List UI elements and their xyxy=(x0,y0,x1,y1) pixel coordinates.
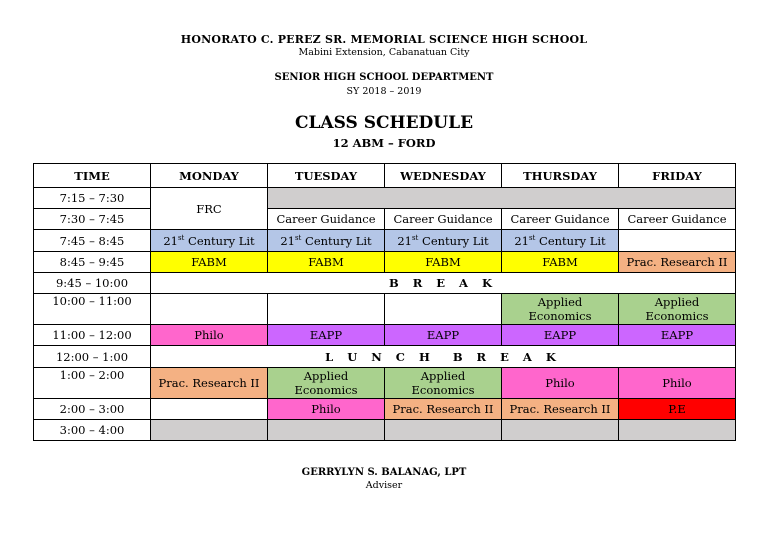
tuesday-applied-economics-cell xyxy=(268,368,385,399)
century-lit-number: 21 xyxy=(280,233,295,248)
wednesday-empty-gray-cell xyxy=(385,420,502,441)
table-row xyxy=(34,325,736,346)
time-cell: 7:30 – 7:45 xyxy=(34,209,151,230)
century-lit-text: Century Lit xyxy=(535,233,606,248)
time-cell: 8:45 – 9:45 xyxy=(34,252,151,273)
section-name: 12 ABM – FORD xyxy=(332,136,436,150)
wednesday-applied-economics-cell xyxy=(385,368,502,399)
table-row xyxy=(34,294,736,325)
table-row xyxy=(34,273,736,294)
century-lit-number: 21 xyxy=(163,233,178,248)
school-name: HONORATO C. PEREZ SR. MEMORIAL SCIENCE HIGH SCHOOL xyxy=(180,33,588,46)
friday-pe-cell: P.E xyxy=(619,399,736,420)
time-cell: 2:00 – 3:00 xyxy=(34,399,151,420)
lunch-break-cell: L U N C H B R E A K xyxy=(151,346,736,368)
thursday-applied-economics-cell xyxy=(502,294,619,325)
table-row xyxy=(34,399,736,420)
table-row xyxy=(34,209,736,230)
class-schedule-table xyxy=(33,163,736,441)
empty-gray-cell xyxy=(268,188,736,209)
school-year: SY 2018 – 2019 xyxy=(346,86,422,97)
monday-frc-cell: FRC xyxy=(151,188,268,230)
friday-applied-economics-cell xyxy=(619,294,736,325)
time-cell: 1:00 – 2:00 xyxy=(34,368,151,399)
wednesday-prac-research-cell: Prac. Research II xyxy=(385,399,502,420)
tuesday-empty-gray-cell xyxy=(268,420,385,441)
century-lit-text: Century Lit xyxy=(418,233,489,248)
table-row xyxy=(34,420,736,441)
thursday-fabm-cell: FABM xyxy=(502,252,619,273)
column-header-tuesday: TUESDAY xyxy=(268,164,385,188)
wednesday-empty-cell xyxy=(385,294,502,325)
column-header-wednesday: WEDNESDAY xyxy=(385,164,502,188)
column-header-friday: FRIDAY xyxy=(619,164,736,188)
break-cell: B R E A K xyxy=(151,273,736,294)
adviser-name: GERRYLYN S. BALANAG, LPT xyxy=(301,467,467,478)
table-row xyxy=(34,230,736,252)
century-lit-ordinal: st xyxy=(411,233,419,242)
tuesday-career-guidance-cell: Career Guidance xyxy=(268,209,385,230)
century-lit-ordinal: st xyxy=(528,233,536,242)
friday-prac-research-cell: Prac. Research II xyxy=(619,252,736,273)
applied-economics-line1: Applied xyxy=(420,369,466,383)
table-row xyxy=(34,346,736,368)
wednesday-eapp-cell: EAPP xyxy=(385,325,502,346)
table-row xyxy=(34,188,736,209)
monday-prac-research-cell: Prac. Research II xyxy=(151,368,268,399)
thursday-eapp-cell: EAPP xyxy=(502,325,619,346)
thursday-career-guidance-cell: Career Guidance xyxy=(502,209,619,230)
table-row xyxy=(34,252,736,273)
applied-economics-line1: Applied xyxy=(537,295,583,309)
tuesday-century-lit-cell xyxy=(268,230,385,252)
monday-century-lit-cell xyxy=(151,230,268,252)
applied-economics-line1: Applied xyxy=(303,369,349,383)
friday-career-guidance-cell: Career Guidance xyxy=(619,209,736,230)
century-lit-ordinal: st xyxy=(294,233,302,242)
school-address: Mabini Extension, Cabanatuan City xyxy=(298,47,470,58)
tuesday-fabm-cell: FABM xyxy=(268,252,385,273)
column-header-monday: MONDAY xyxy=(151,164,268,188)
monday-empty-cell xyxy=(151,399,268,420)
time-cell: 3:00 – 4:00 xyxy=(34,420,151,441)
applied-economics-line2: Economics xyxy=(411,383,475,397)
applied-economics-line2: Economics xyxy=(645,309,709,323)
wednesday-century-lit-cell xyxy=(385,230,502,252)
century-lit-text: Century Lit xyxy=(184,233,255,248)
time-cell: 7:15 – 7:30 xyxy=(34,188,151,209)
column-header-thursday: THURSDAY xyxy=(502,164,619,188)
time-cell: 10:00 – 11:00 xyxy=(34,294,151,325)
adviser-role: Adviser xyxy=(365,480,403,491)
page-title: CLASS SCHEDULE xyxy=(294,113,474,133)
wednesday-career-guidance-cell: Career Guidance xyxy=(385,209,502,230)
monday-philo-cell: Philo xyxy=(151,325,268,346)
applied-economics-line2: Economics xyxy=(294,383,358,397)
applied-economics-line2: Economics xyxy=(528,309,592,323)
tuesday-empty-cell xyxy=(268,294,385,325)
monday-fabm-cell: FABM xyxy=(151,252,268,273)
tuesday-eapp-cell: EAPP xyxy=(268,325,385,346)
applied-economics-line1: Applied xyxy=(654,295,700,309)
century-lit-text: Century Lit xyxy=(301,233,372,248)
column-header-time: TIME xyxy=(34,164,151,188)
monday-empty-gray-cell xyxy=(151,420,268,441)
tuesday-philo-cell: Philo xyxy=(268,399,385,420)
friday-eapp-cell: EAPP xyxy=(619,325,736,346)
century-lit-number: 21 xyxy=(514,233,529,248)
table-header-row xyxy=(34,164,736,188)
friday-philo-cell: Philo xyxy=(619,368,736,399)
monday-empty-cell xyxy=(151,294,268,325)
wednesday-fabm-cell: FABM xyxy=(385,252,502,273)
century-lit-number: 21 xyxy=(397,233,412,248)
department-name: SENIOR HIGH SCHOOL DEPARTMENT xyxy=(274,72,494,83)
time-cell: 9:45 – 10:00 xyxy=(34,273,151,294)
thursday-empty-gray-cell xyxy=(502,420,619,441)
friday-empty-gray-cell xyxy=(619,420,736,441)
century-lit-ordinal: st xyxy=(177,233,185,242)
time-cell: 7:45 – 8:45 xyxy=(34,230,151,252)
time-cell: 11:00 – 12:00 xyxy=(34,325,151,346)
time-cell: 12:00 – 1:00 xyxy=(34,346,151,368)
thursday-philo-cell: Philo xyxy=(502,368,619,399)
thursday-prac-research-cell: Prac. Research II xyxy=(502,399,619,420)
thursday-century-lit-cell xyxy=(502,230,619,252)
friday-empty-cell xyxy=(619,230,736,252)
table-row xyxy=(34,368,736,399)
